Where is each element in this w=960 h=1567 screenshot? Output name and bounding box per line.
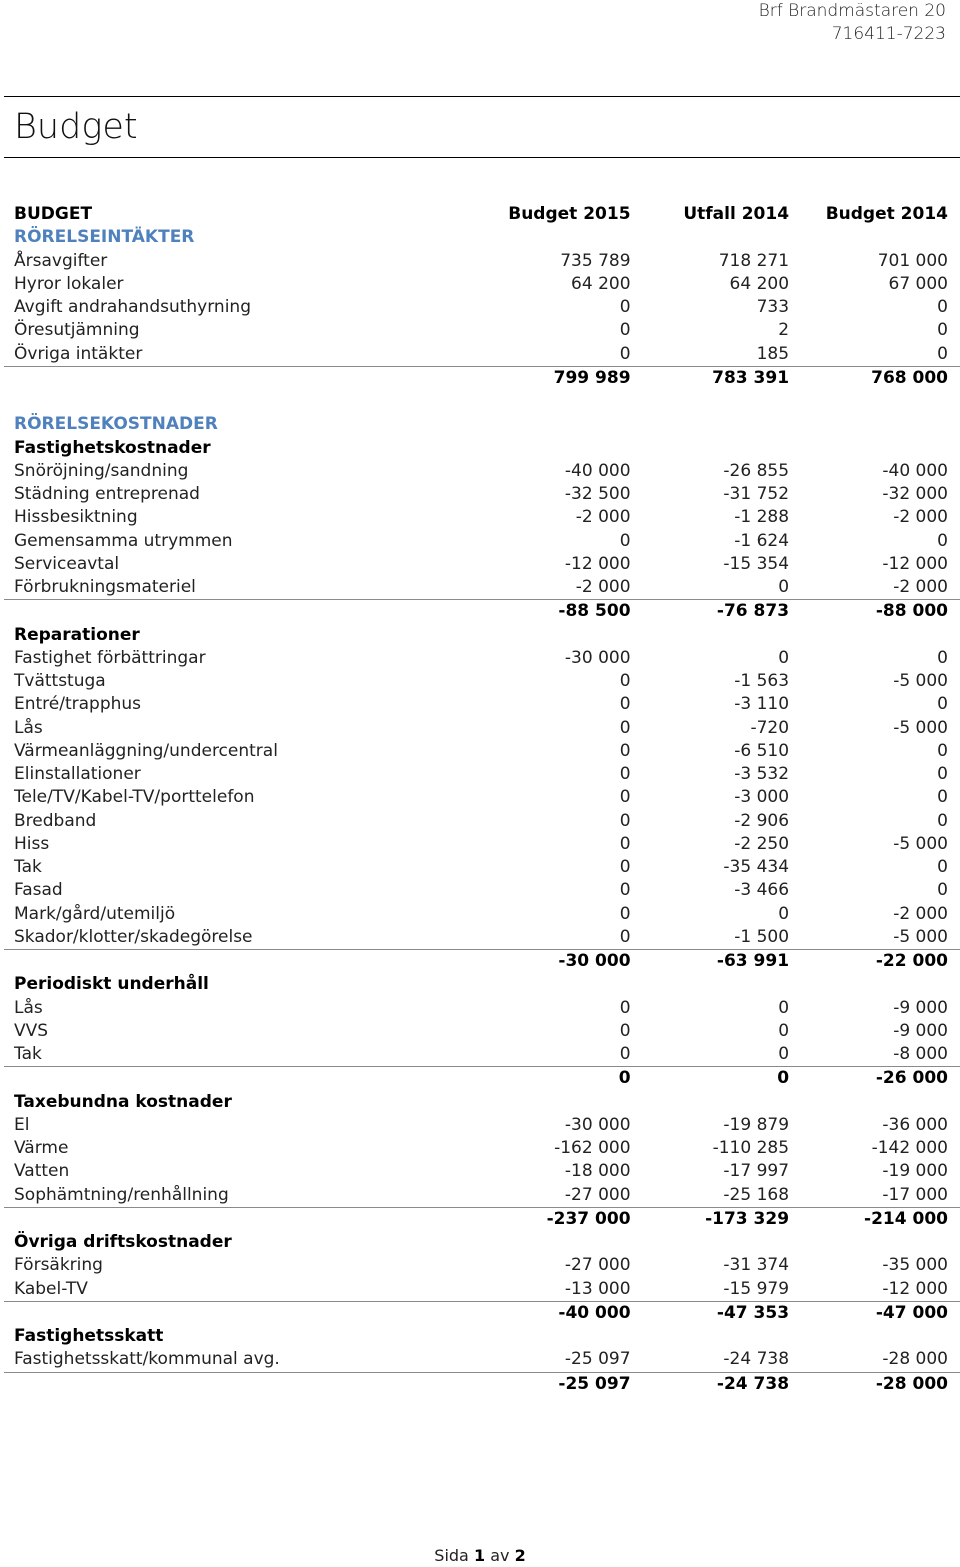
value-budget-2014: -9 000 bbox=[893, 1020, 948, 1041]
table-row bbox=[4, 1160, 960, 1183]
value-budget-2015: -30 000 bbox=[449, 950, 630, 974]
footer-page: 1 bbox=[473, 1546, 486, 1565]
value-budget-2014: -142 000 bbox=[871, 1138, 948, 1158]
value-budget-2015: 0 bbox=[619, 810, 631, 831]
value-budget-2015: 0 bbox=[619, 1020, 631, 1041]
value-budget-2014: -40 000 bbox=[882, 460, 948, 481]
row-label: Avgift andrahandsuthyrning bbox=[14, 297, 251, 317]
value-budget-2015: -88 500 bbox=[449, 600, 630, 624]
budget-table bbox=[4, 203, 960, 1396]
value-budget-2014: -17 000 bbox=[882, 1184, 948, 1205]
value-budget-2014: 0 bbox=[937, 647, 948, 668]
row-label: Hissbesiktning bbox=[14, 507, 138, 528]
value-utfall-2014 bbox=[631, 390, 790, 413]
value-utfall-2014: -35 434 bbox=[723, 857, 790, 877]
value-utfall-2014 bbox=[631, 226, 790, 249]
value-budget-2014: 0 bbox=[937, 530, 948, 551]
value-budget-2014 bbox=[789, 973, 960, 996]
table-row bbox=[4, 483, 960, 506]
row-label: Tele/TV/Kabel-TV/porttelefon bbox=[14, 787, 255, 808]
value-budget-2015: -40 000 bbox=[449, 1301, 630, 1325]
row-label: Fasad bbox=[14, 880, 63, 901]
table-row bbox=[4, 717, 960, 740]
value-budget-2014: -5 000 bbox=[893, 833, 948, 854]
row-label: Försäkring bbox=[14, 1255, 103, 1276]
table-row bbox=[4, 693, 960, 716]
value-budget-2014: -5 000 bbox=[893, 717, 948, 738]
row-label: Lås bbox=[14, 997, 43, 1018]
table-row bbox=[4, 810, 960, 833]
table-row bbox=[4, 647, 960, 670]
value-budget-2015 bbox=[449, 390, 630, 413]
value-budget-2015: 0 bbox=[619, 764, 631, 784]
value-budget-2015: -18 000 bbox=[564, 1161, 631, 1182]
value-budget-2015: -162 000 bbox=[554, 1138, 631, 1158]
value-utfall-2014 bbox=[631, 437, 790, 460]
row-label bbox=[4, 1207, 449, 1231]
table-row bbox=[4, 1114, 960, 1137]
section-label: RÖRELSEINTÄKTER bbox=[14, 227, 195, 248]
value-utfall-2014: -24 738 bbox=[631, 1372, 790, 1396]
value-utfall-2014 bbox=[631, 413, 790, 436]
row-label: Bredband bbox=[14, 810, 97, 831]
value-utfall-2014: -720 bbox=[750, 717, 790, 738]
value-budget-2014: -35 000 bbox=[882, 1255, 948, 1276]
value-utfall-2014: -110 285 bbox=[712, 1138, 790, 1158]
total-row bbox=[4, 1207, 960, 1231]
subsection-heading-row bbox=[4, 1231, 960, 1254]
value-budget-2014: -2 000 bbox=[893, 577, 948, 597]
value-utfall-2014: 0 bbox=[631, 1067, 790, 1091]
row-label: Tvättstuga bbox=[14, 671, 106, 691]
value-budget-2015: -25 097 bbox=[449, 1372, 630, 1396]
row-label: Kabel-TV bbox=[14, 1278, 88, 1299]
value-utfall-2014: 0 bbox=[778, 997, 790, 1018]
value-utfall-2014: -3 532 bbox=[734, 764, 790, 784]
value-budget-2015: -27 000 bbox=[564, 1184, 631, 1205]
row-label: Värmeanläggning/undercentral bbox=[14, 740, 278, 761]
table-row bbox=[4, 553, 960, 576]
table-row bbox=[4, 1020, 960, 1043]
row-label: Övriga intäkter bbox=[14, 343, 143, 364]
value-budget-2015: 0 bbox=[619, 926, 631, 947]
total-row bbox=[4, 1372, 960, 1396]
row-label: Snöröjning/sandning bbox=[14, 460, 189, 481]
table-row bbox=[4, 740, 960, 763]
row-label: Lås bbox=[14, 717, 43, 738]
row-label: Tak bbox=[14, 857, 42, 877]
value-budget-2015: -12 000 bbox=[564, 553, 631, 574]
value-utfall-2014: -1 624 bbox=[734, 530, 790, 551]
table-row bbox=[4, 1278, 960, 1302]
value-budget-2014: -214 000 bbox=[789, 1207, 960, 1231]
row-label: Städning entreprenad bbox=[14, 484, 200, 504]
row-label: Gemensamma utrymmen bbox=[14, 530, 233, 551]
org-name: Brf Brandmästaren 20 bbox=[758, 1, 946, 21]
value-budget-2014: 0 bbox=[937, 740, 948, 761]
value-utfall-2014: -3 466 bbox=[734, 880, 790, 901]
row-label: Fastighetsskatt/kommunal avg. bbox=[14, 1349, 280, 1370]
value-budget-2015 bbox=[449, 437, 630, 460]
value-utfall-2014: -173 329 bbox=[631, 1207, 790, 1231]
value-budget-2014 bbox=[789, 437, 960, 460]
value-budget-2015: 0 bbox=[619, 671, 631, 691]
value-utfall-2014 bbox=[631, 973, 790, 996]
table-row bbox=[4, 576, 960, 600]
value-budget-2015: -30 000 bbox=[564, 1114, 631, 1135]
spacer-row bbox=[4, 390, 960, 413]
org-number: 716411-7223 bbox=[831, 24, 946, 44]
value-budget-2014: -8 000 bbox=[893, 1044, 948, 1064]
subsection-heading-row bbox=[4, 1091, 960, 1114]
budget-table-body bbox=[4, 203, 960, 1396]
value-budget-2014 bbox=[789, 1091, 960, 1114]
value-budget-2015: 0 bbox=[619, 880, 631, 901]
value-budget-2015: 0 bbox=[619, 857, 631, 877]
value-utfall-2014: 0 bbox=[778, 647, 790, 668]
value-budget-2014: 0 bbox=[937, 320, 948, 341]
value-budget-2014: -5 000 bbox=[893, 671, 948, 691]
table-row bbox=[4, 856, 960, 879]
table-row bbox=[4, 833, 960, 856]
row-label: VVS bbox=[14, 1020, 49, 1041]
value-budget-2015: 0 bbox=[619, 343, 631, 364]
subsection-heading-row bbox=[4, 1325, 960, 1348]
value-utfall-2014: 2 bbox=[778, 320, 790, 341]
value-utfall-2014: -3 000 bbox=[734, 787, 790, 808]
value-budget-2014: 67 000 bbox=[888, 273, 948, 294]
value-utfall-2014: 0 bbox=[778, 1044, 790, 1064]
subsection-heading-row bbox=[4, 973, 960, 996]
value-budget-2014: 0 bbox=[937, 297, 948, 317]
table-row bbox=[4, 319, 960, 342]
value-utfall-2014: -3 110 bbox=[734, 694, 790, 715]
value-utfall-2014: -15 979 bbox=[723, 1278, 790, 1299]
subsection-label: Fastighetskostnader bbox=[14, 437, 211, 458]
table-row bbox=[4, 1254, 960, 1277]
row-label bbox=[4, 390, 449, 413]
value-utfall-2014 bbox=[631, 624, 790, 647]
value-utfall-2014 bbox=[631, 1231, 790, 1254]
value-budget-2014: 0 bbox=[937, 857, 948, 877]
header-budget-2015: Budget 2015 bbox=[508, 204, 631, 224]
value-budget-2015: -2 000 bbox=[575, 507, 631, 528]
page-footer bbox=[0, 1546, 960, 1565]
value-budget-2015: -237 000 bbox=[449, 1207, 630, 1231]
value-utfall-2014: 64 200 bbox=[729, 273, 790, 294]
total-row bbox=[4, 1301, 960, 1325]
value-budget-2015: -32 500 bbox=[564, 484, 631, 504]
value-budget-2014: -88 000 bbox=[789, 600, 960, 624]
value-budget-2015: 0 bbox=[619, 320, 631, 341]
value-budget-2015 bbox=[449, 624, 630, 647]
table-row bbox=[4, 1184, 960, 1208]
value-budget-2015: 0 bbox=[619, 717, 631, 738]
row-label bbox=[4, 950, 449, 974]
value-utfall-2014: -2 906 bbox=[734, 810, 790, 831]
row-label: Entré/trapphus bbox=[14, 694, 142, 715]
value-budget-2014: -19 000 bbox=[882, 1161, 948, 1182]
value-utfall-2014: -63 991 bbox=[631, 950, 790, 974]
value-budget-2014: 0 bbox=[937, 764, 948, 784]
section-heading-row bbox=[4, 226, 960, 249]
value-budget-2014: -2 000 bbox=[893, 507, 948, 528]
value-budget-2015 bbox=[449, 1325, 630, 1348]
value-budget-2015: 0 bbox=[619, 1044, 631, 1064]
table-row bbox=[4, 1348, 960, 1372]
value-utfall-2014: -15 354 bbox=[723, 553, 790, 574]
value-budget-2014 bbox=[789, 413, 960, 436]
value-budget-2015: 0 bbox=[619, 530, 631, 551]
value-utfall-2014 bbox=[631, 1325, 790, 1348]
row-label: Vatten bbox=[14, 1161, 70, 1182]
total-row bbox=[4, 950, 960, 974]
value-utfall-2014: -2 250 bbox=[734, 833, 790, 854]
row-label: Sophämtning/renhållning bbox=[14, 1184, 229, 1205]
value-budget-2015 bbox=[449, 1231, 630, 1254]
value-budget-2015 bbox=[449, 413, 630, 436]
value-budget-2014: 768 000 bbox=[789, 366, 960, 390]
table-row bbox=[4, 670, 960, 693]
row-label: Öresutjämning bbox=[14, 320, 140, 341]
value-budget-2015: 0 bbox=[449, 1067, 630, 1091]
value-budget-2014: 0 bbox=[937, 787, 948, 808]
value-budget-2014: 0 bbox=[937, 694, 948, 715]
footer-sep: av bbox=[490, 1546, 510, 1565]
subsection-label: Fastighetsskatt bbox=[14, 1326, 164, 1346]
title-bar bbox=[4, 96, 960, 158]
value-budget-2014 bbox=[789, 624, 960, 647]
value-budget-2014 bbox=[789, 1325, 960, 1348]
row-label: Elinstallationer bbox=[14, 764, 141, 784]
value-utfall-2014: 185 bbox=[756, 343, 790, 364]
value-utfall-2014: -26 855 bbox=[723, 460, 790, 481]
table-row bbox=[4, 1137, 960, 1160]
subsection-label: Periodiskt underhåll bbox=[14, 974, 209, 995]
value-budget-2014: 0 bbox=[937, 880, 948, 901]
value-budget-2014: -12 000 bbox=[882, 553, 948, 574]
value-utfall-2014 bbox=[631, 1091, 790, 1114]
row-label bbox=[4, 1301, 449, 1325]
value-utfall-2014: 0 bbox=[778, 1020, 790, 1041]
row-label bbox=[4, 1067, 449, 1091]
value-budget-2015: 0 bbox=[619, 694, 631, 715]
value-budget-2015: -30 000 bbox=[564, 647, 631, 668]
table-row bbox=[4, 296, 960, 319]
value-budget-2015: -25 097 bbox=[564, 1349, 631, 1370]
subsection-heading-row bbox=[4, 437, 960, 460]
row-label: Förbrukningsmateriel bbox=[14, 577, 196, 597]
page-title: Budget bbox=[14, 107, 138, 147]
value-budget-2015 bbox=[449, 973, 630, 996]
value-budget-2014: -9 000 bbox=[893, 997, 948, 1018]
total-row bbox=[4, 366, 960, 390]
subsection-label: Övriga driftskostnader bbox=[14, 1232, 232, 1252]
table-row bbox=[4, 926, 960, 950]
value-budget-2014: 0 bbox=[937, 343, 948, 364]
table-row bbox=[4, 460, 960, 483]
header-budget-2014: Budget 2014 bbox=[825, 204, 948, 224]
table-row bbox=[4, 273, 960, 296]
footer-total: 2 bbox=[514, 1546, 526, 1565]
table-row bbox=[4, 1043, 960, 1067]
value-utfall-2014: -19 879 bbox=[723, 1114, 790, 1135]
value-budget-2015: -27 000 bbox=[564, 1255, 631, 1276]
subsection-label: Taxebundna kostnader bbox=[14, 1091, 232, 1112]
row-label: Skador/klotter/skadegörelse bbox=[14, 926, 253, 947]
document-header bbox=[759, 0, 946, 46]
table-row bbox=[4, 506, 960, 529]
row-label: Fastighet förbättringar bbox=[14, 647, 206, 668]
row-label: Hyror lokaler bbox=[14, 273, 124, 294]
table-row bbox=[4, 343, 960, 367]
value-budget-2014: 0 bbox=[937, 810, 948, 831]
value-budget-2015: 0 bbox=[619, 787, 631, 808]
value-utfall-2014: 0 bbox=[778, 577, 790, 597]
value-budget-2014: -36 000 bbox=[882, 1114, 948, 1135]
value-budget-2014: -2 000 bbox=[893, 903, 948, 924]
value-budget-2014 bbox=[789, 1231, 960, 1254]
value-budget-2015: 0 bbox=[619, 997, 631, 1018]
value-utfall-2014: -47 353 bbox=[631, 1301, 790, 1325]
table-row bbox=[4, 997, 960, 1020]
subsection-label: Reparationer bbox=[14, 624, 140, 645]
footer-prefix: Sida bbox=[434, 1546, 469, 1565]
row-label: Hiss bbox=[14, 833, 50, 854]
row-label bbox=[4, 366, 449, 390]
value-utfall-2014: -31 374 bbox=[723, 1255, 790, 1276]
table-row bbox=[4, 530, 960, 553]
table-row bbox=[4, 250, 960, 273]
value-utfall-2014: 0 bbox=[778, 903, 790, 924]
value-budget-2015: 64 200 bbox=[571, 273, 631, 294]
value-utfall-2014: 718 271 bbox=[718, 250, 790, 271]
value-budget-2014 bbox=[789, 390, 960, 413]
row-label: El bbox=[14, 1114, 30, 1135]
value-budget-2014: -26 000 bbox=[789, 1067, 960, 1091]
value-utfall-2014: -1 288 bbox=[734, 507, 790, 528]
value-utfall-2014: -24 738 bbox=[723, 1349, 790, 1370]
value-utfall-2014: 733 bbox=[756, 297, 790, 317]
value-budget-2015: -2 000 bbox=[575, 577, 631, 597]
row-label: Tak bbox=[14, 1044, 42, 1064]
table-row bbox=[4, 903, 960, 926]
value-budget-2015 bbox=[449, 1091, 630, 1114]
value-budget-2015: -13 000 bbox=[564, 1278, 631, 1299]
value-budget-2014: -47 000 bbox=[789, 1301, 960, 1325]
value-utfall-2014: -31 752 bbox=[723, 484, 790, 504]
value-budget-2015: 0 bbox=[619, 740, 631, 761]
row-label: Serviceavtal bbox=[14, 553, 120, 574]
value-utfall-2014: -17 997 bbox=[723, 1161, 790, 1182]
value-utfall-2014: -25 168 bbox=[723, 1184, 790, 1205]
value-budget-2014: -5 000 bbox=[893, 926, 948, 947]
value-utfall-2014: 783 391 bbox=[631, 366, 790, 390]
row-label bbox=[4, 1372, 449, 1396]
section-label: RÖRELSEKOSTNADER bbox=[14, 414, 218, 435]
value-budget-2014 bbox=[789, 226, 960, 249]
table-row bbox=[4, 786, 960, 809]
table-row bbox=[4, 763, 960, 786]
value-budget-2015: 0 bbox=[619, 297, 631, 317]
table-header-row bbox=[4, 203, 960, 226]
value-budget-2015: 735 789 bbox=[560, 250, 631, 271]
value-budget-2014: -28 000 bbox=[882, 1349, 948, 1370]
value-budget-2015: 0 bbox=[619, 903, 631, 924]
row-label bbox=[4, 600, 449, 624]
value-budget-2014: -28 000 bbox=[789, 1372, 960, 1396]
subsection-heading-row bbox=[4, 624, 960, 647]
header-utfall-2014: Utfall 2014 bbox=[683, 204, 790, 224]
value-utfall-2014: -1 563 bbox=[734, 671, 790, 691]
total-row bbox=[4, 1067, 960, 1091]
value-utfall-2014: -76 873 bbox=[631, 600, 790, 624]
value-budget-2014: -32 000 bbox=[882, 484, 948, 504]
row-label: Värme bbox=[14, 1138, 69, 1158]
value-budget-2015: 0 bbox=[619, 833, 631, 854]
row-label: Mark/gård/utemiljö bbox=[14, 903, 176, 924]
value-budget-2014: -12 000 bbox=[882, 1278, 948, 1299]
table-row bbox=[4, 879, 960, 902]
value-budget-2015: 799 989 bbox=[449, 366, 630, 390]
section-heading-row bbox=[4, 413, 960, 436]
value-budget-2014: -22 000 bbox=[789, 950, 960, 974]
value-budget-2015 bbox=[449, 226, 630, 249]
value-utfall-2014: -1 500 bbox=[734, 926, 790, 947]
total-row bbox=[4, 600, 960, 624]
value-budget-2015: -40 000 bbox=[564, 460, 631, 481]
value-utfall-2014: -6 510 bbox=[734, 740, 790, 761]
value-budget-2014: 701 000 bbox=[877, 250, 948, 271]
row-label: Årsavgifter bbox=[14, 250, 108, 271]
header-budget: BUDGET bbox=[14, 204, 93, 224]
